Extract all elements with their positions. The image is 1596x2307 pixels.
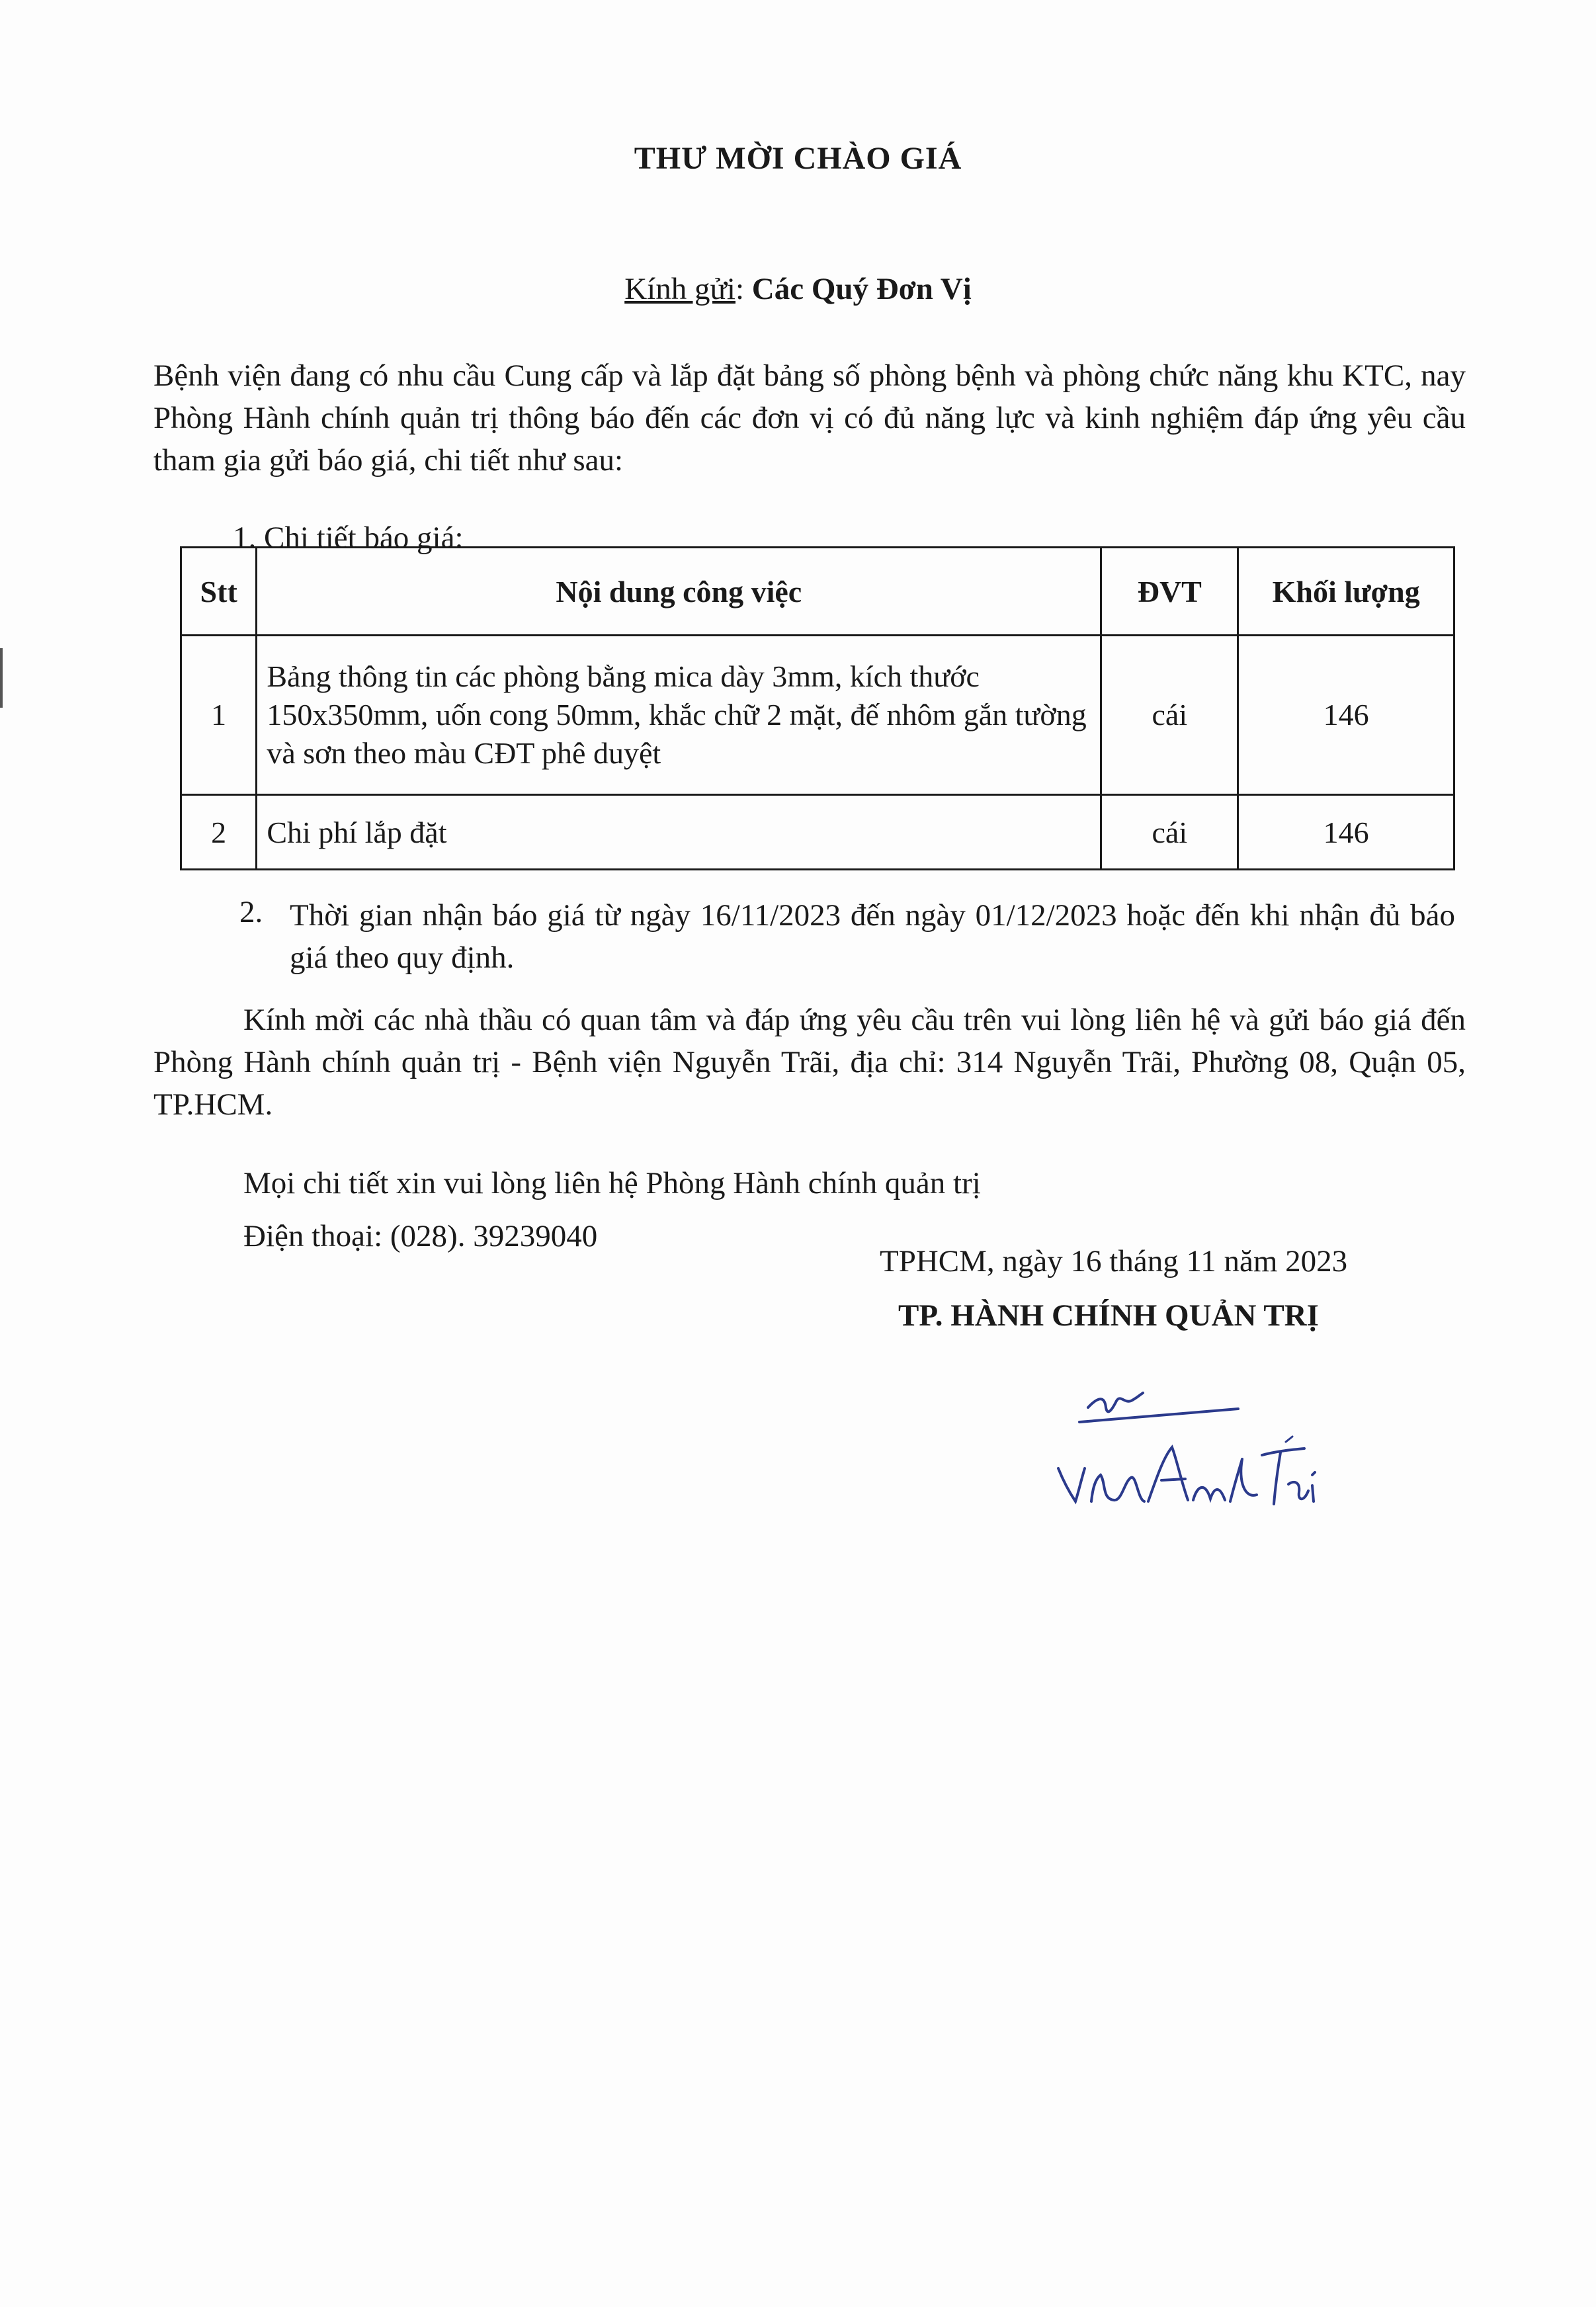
quote-table [180,546,1455,870]
intro-paragraph: Bệnh viện đang có nhu cầu Cung cấp và lắp đặt bảng số phòng bệnh và phòng chức năng khu KTC, nay Phòng Hành chính quản trị thông báo đến các đơn vị có đủ năng lực và kinh nghiệm đáp ứng yêu cầu tham gia gửi báo giá, chi tiết như sau: [153,358,1466,478]
row-stt: 1 [181,636,257,795]
salutation-label: Kính gửi [624,272,735,306]
salutation-recipient: Các Quý Đơn Vị [751,272,972,306]
signer-title: TP. HÀNH CHÍNH QUẢN TRỊ [898,1298,1319,1333]
section-1-heading: 1. Chi tiết báo giá: [233,521,464,555]
phone-line: Điện thoại: (028). 39239040 [243,1219,598,1253]
header-quantity: Khối lượng [1238,548,1454,636]
table-header-row [181,548,1454,636]
row-quantity: 146 [1238,636,1454,795]
contact-line: Mọi chi tiết xin vui lòng liên hệ Phòng Hành chính quản trị [243,1166,981,1200]
section-2-number: 2. [239,895,263,929]
invitation-paragraph: Kính mời các nhà thầu có quan tâm và đáp ứng yêu cầu trên vui lòng liên hệ và gửi báo giá đến Phòng Hành chính quản trị - Bệnh viện Nguyễn Trãi, địa chỉ: 314 Nguyễn Trãi, Phường 08, Quận 05, TP.HCM. [153,1003,1466,1122]
row-stt: 2 [181,795,257,870]
section-2-text: Thời gian nhận báo giá từ ngày 16/11/2023 đến ngày 01/12/2023 hoặc đến khi nhận đủ báo giá theo quy định. [290,898,1455,975]
row-quantity: 146 [1238,795,1454,870]
table-row [181,795,1454,870]
row-unit: cái [1101,795,1238,870]
header-content: Nội dung công việc [257,548,1101,636]
header-stt: Stt [181,548,257,636]
row-unit: cái [1101,636,1238,795]
row-content: Chi phí lắp đặt [257,795,1101,870]
document-title: THƯ MỜI CHÀO GIÁ [634,141,962,176]
salutation-separator: : [735,272,752,306]
salutation [0,271,1596,307]
scan-edge-mark [0,648,3,708]
header-unit: ĐVT [1101,548,1238,636]
table-row [181,636,1454,795]
row-content: Bảng thông tin các phòng bằng mica dày 3mm, kích thước 150x350mm, uốn cong 50mm, khắc chữ 2 mặt, đế nhôm gắn tường và sơn theo màu CĐT phê duyệt [257,636,1101,795]
signature-image [1032,1369,1336,1541]
place-date: TPHCM, ngày 16 tháng 11 năm 2023 [880,1244,1348,1279]
